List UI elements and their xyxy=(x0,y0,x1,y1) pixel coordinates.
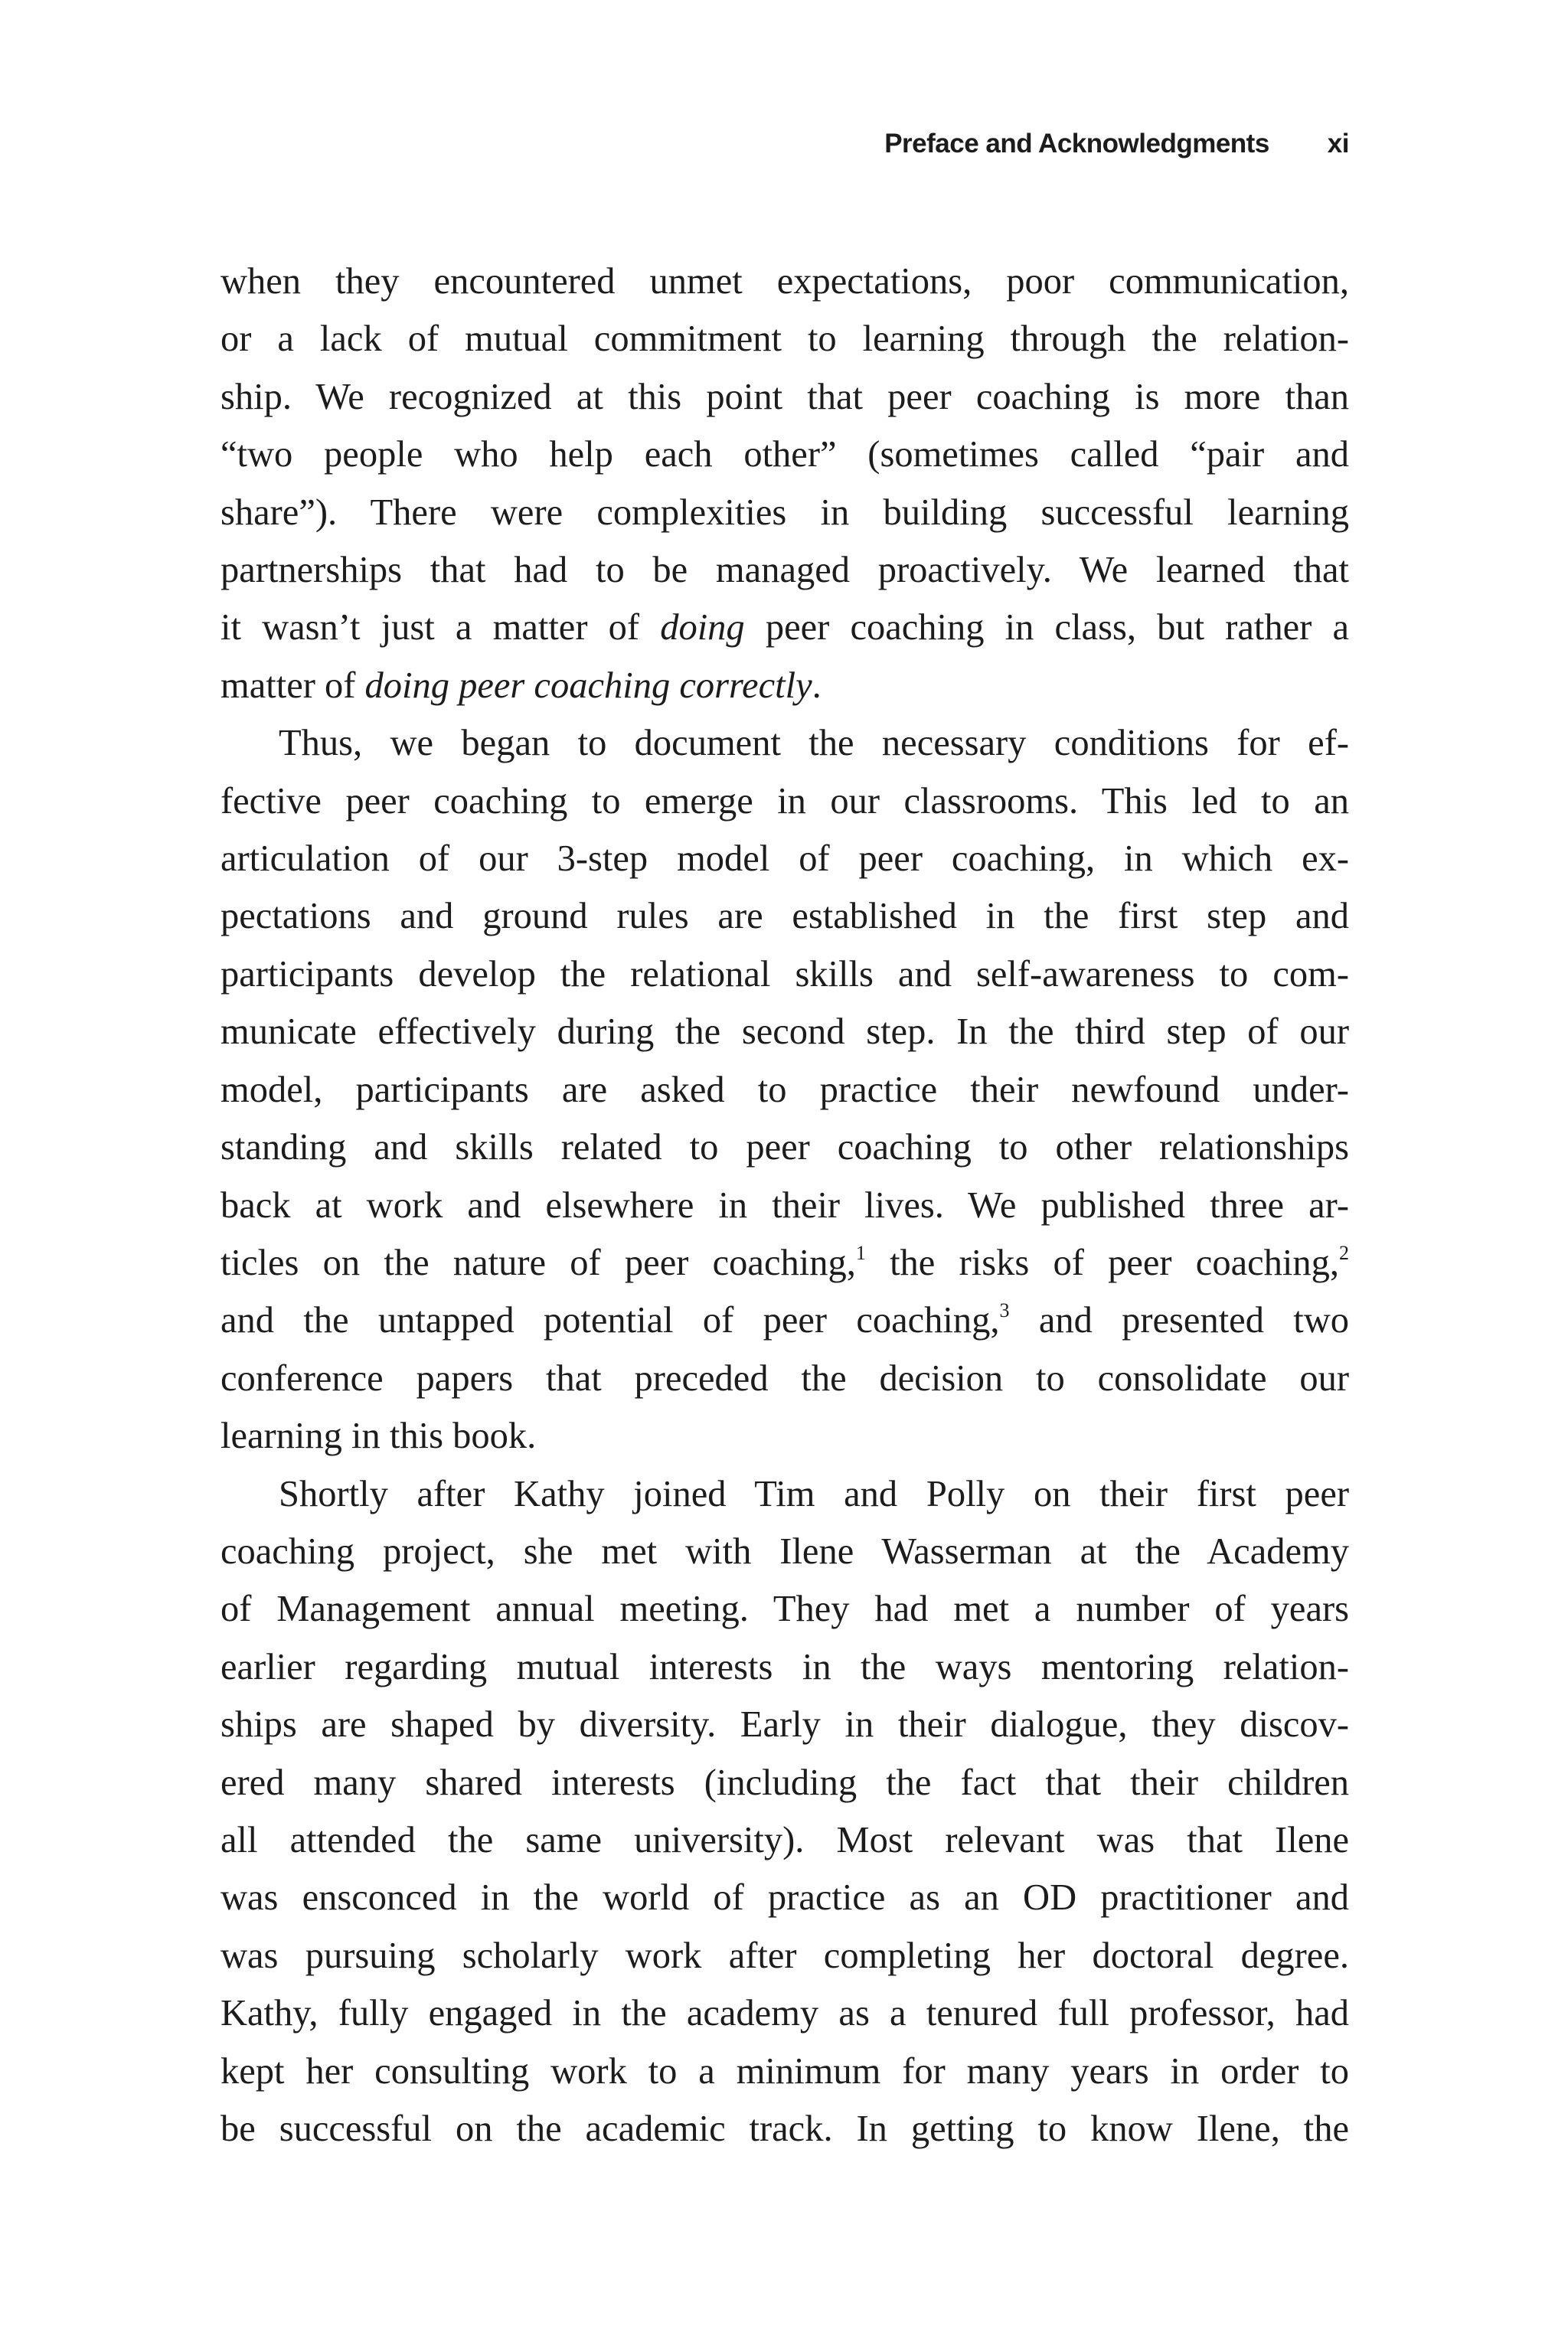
text-line: learning in this book. xyxy=(220,1416,537,1457)
text-line: municate effectively during the second step. In the third step of our xyxy=(220,1011,1349,1053)
text-line: ered many shared interests (including the fact that their children xyxy=(220,1762,1349,1803)
text-line: earlier regarding mutual interests in the ways mentoring relation- xyxy=(220,1646,1349,1687)
paragraph-2 xyxy=(220,714,1349,1465)
text-line: ships are shaped by diversity. Early in their dialogue, they discov- xyxy=(220,1704,1349,1746)
text-line: conference papers that preceded the decision to consolidate our xyxy=(220,1357,1349,1399)
text-line: Kathy, fully engaged in the academy as a tenured full professor, had xyxy=(220,1993,1349,2034)
italic-emphasis: doing peer coaching correctly xyxy=(364,665,812,706)
text-line: Shortly after Kathy joined Tim and Polly on their first peer xyxy=(279,1473,1349,1514)
text-line: fective peer coaching to emerge in our classrooms. This led to an xyxy=(220,780,1349,822)
text-line: or a lack of mutual commitment to learning through the relation- xyxy=(220,318,1349,360)
text-line: be successful on the academic track. In getting to know Ilene, the xyxy=(220,2109,1349,2149)
text-line: was pursuing scholarly work after completing her doctoral degree. xyxy=(220,1935,1349,1976)
footnote-ref-3: 3 xyxy=(999,1299,1010,1322)
running-head xyxy=(884,129,1349,159)
text-line: matter of doing peer coaching correctly. xyxy=(220,665,822,706)
paragraph-3 xyxy=(220,1465,1349,2158)
body-text xyxy=(220,253,1349,2158)
running-head-title: Preface and Acknowledgments xyxy=(884,129,1269,158)
text-line: when they encountered unmet expectations, poor communication, xyxy=(220,261,1349,302)
text-line: back at work and elsewhere in their lives. We published three ar- xyxy=(220,1184,1349,1226)
text-line: model, participants are asked to practice their newfound under- xyxy=(220,1069,1349,1110)
text-line: was ensconced in the world of practice as an OD practitioner and xyxy=(220,1877,1349,1919)
footnote-ref-1: 1 xyxy=(855,1241,866,1264)
footnote-ref-2: 2 xyxy=(1339,1241,1349,1264)
text-line: Thus, we began to document the necessary conditions for ef- xyxy=(279,723,1349,764)
italic-emphasis: doing xyxy=(660,607,745,648)
text-line: “two people who help each other” (sometimes called “pair and xyxy=(220,434,1349,475)
text-line: partnerships that had to be managed proactively. We learned that xyxy=(220,550,1349,591)
text-line: all attended the same university). Most relevant was that Ilene xyxy=(220,1819,1349,1860)
text-line: kept her consulting work to a minimum for many years in order to xyxy=(220,2050,1349,2092)
page-number: xi xyxy=(1327,129,1349,158)
text-line: ticles on the nature of peer coaching,$^1$ the risks of peer coaching,$^2$ xyxy=(220,1241,1349,1283)
text-line: and the untapped potential of peer coaching,$^3$ and presented two xyxy=(220,1299,1350,1341)
text-line: articulation of our 3-step model of peer coaching, in which ex- xyxy=(220,838,1349,880)
text-line: standing and skills related to peer coaching to other relationships xyxy=(220,1127,1349,1168)
text-line: it wasn’t just a matter of doing peer coaching in class, but rather a xyxy=(220,607,1349,648)
text-line: share”). There were complexities in building successful learning xyxy=(220,492,1349,533)
text-line: ship. We recognized at this point that peer coaching is more than xyxy=(220,376,1349,417)
text-line: pectations and ground rules are established in the first step and xyxy=(220,896,1349,937)
text-line: participants develop the relational skills and self-awareness to com- xyxy=(220,953,1349,995)
text-line: coaching project, she met with Ilene Wasserman at the Academy xyxy=(220,1530,1349,1572)
paragraph-1 xyxy=(220,253,1349,714)
text-line: of Management annual meeting. They had met a number of years xyxy=(220,1589,1349,1630)
